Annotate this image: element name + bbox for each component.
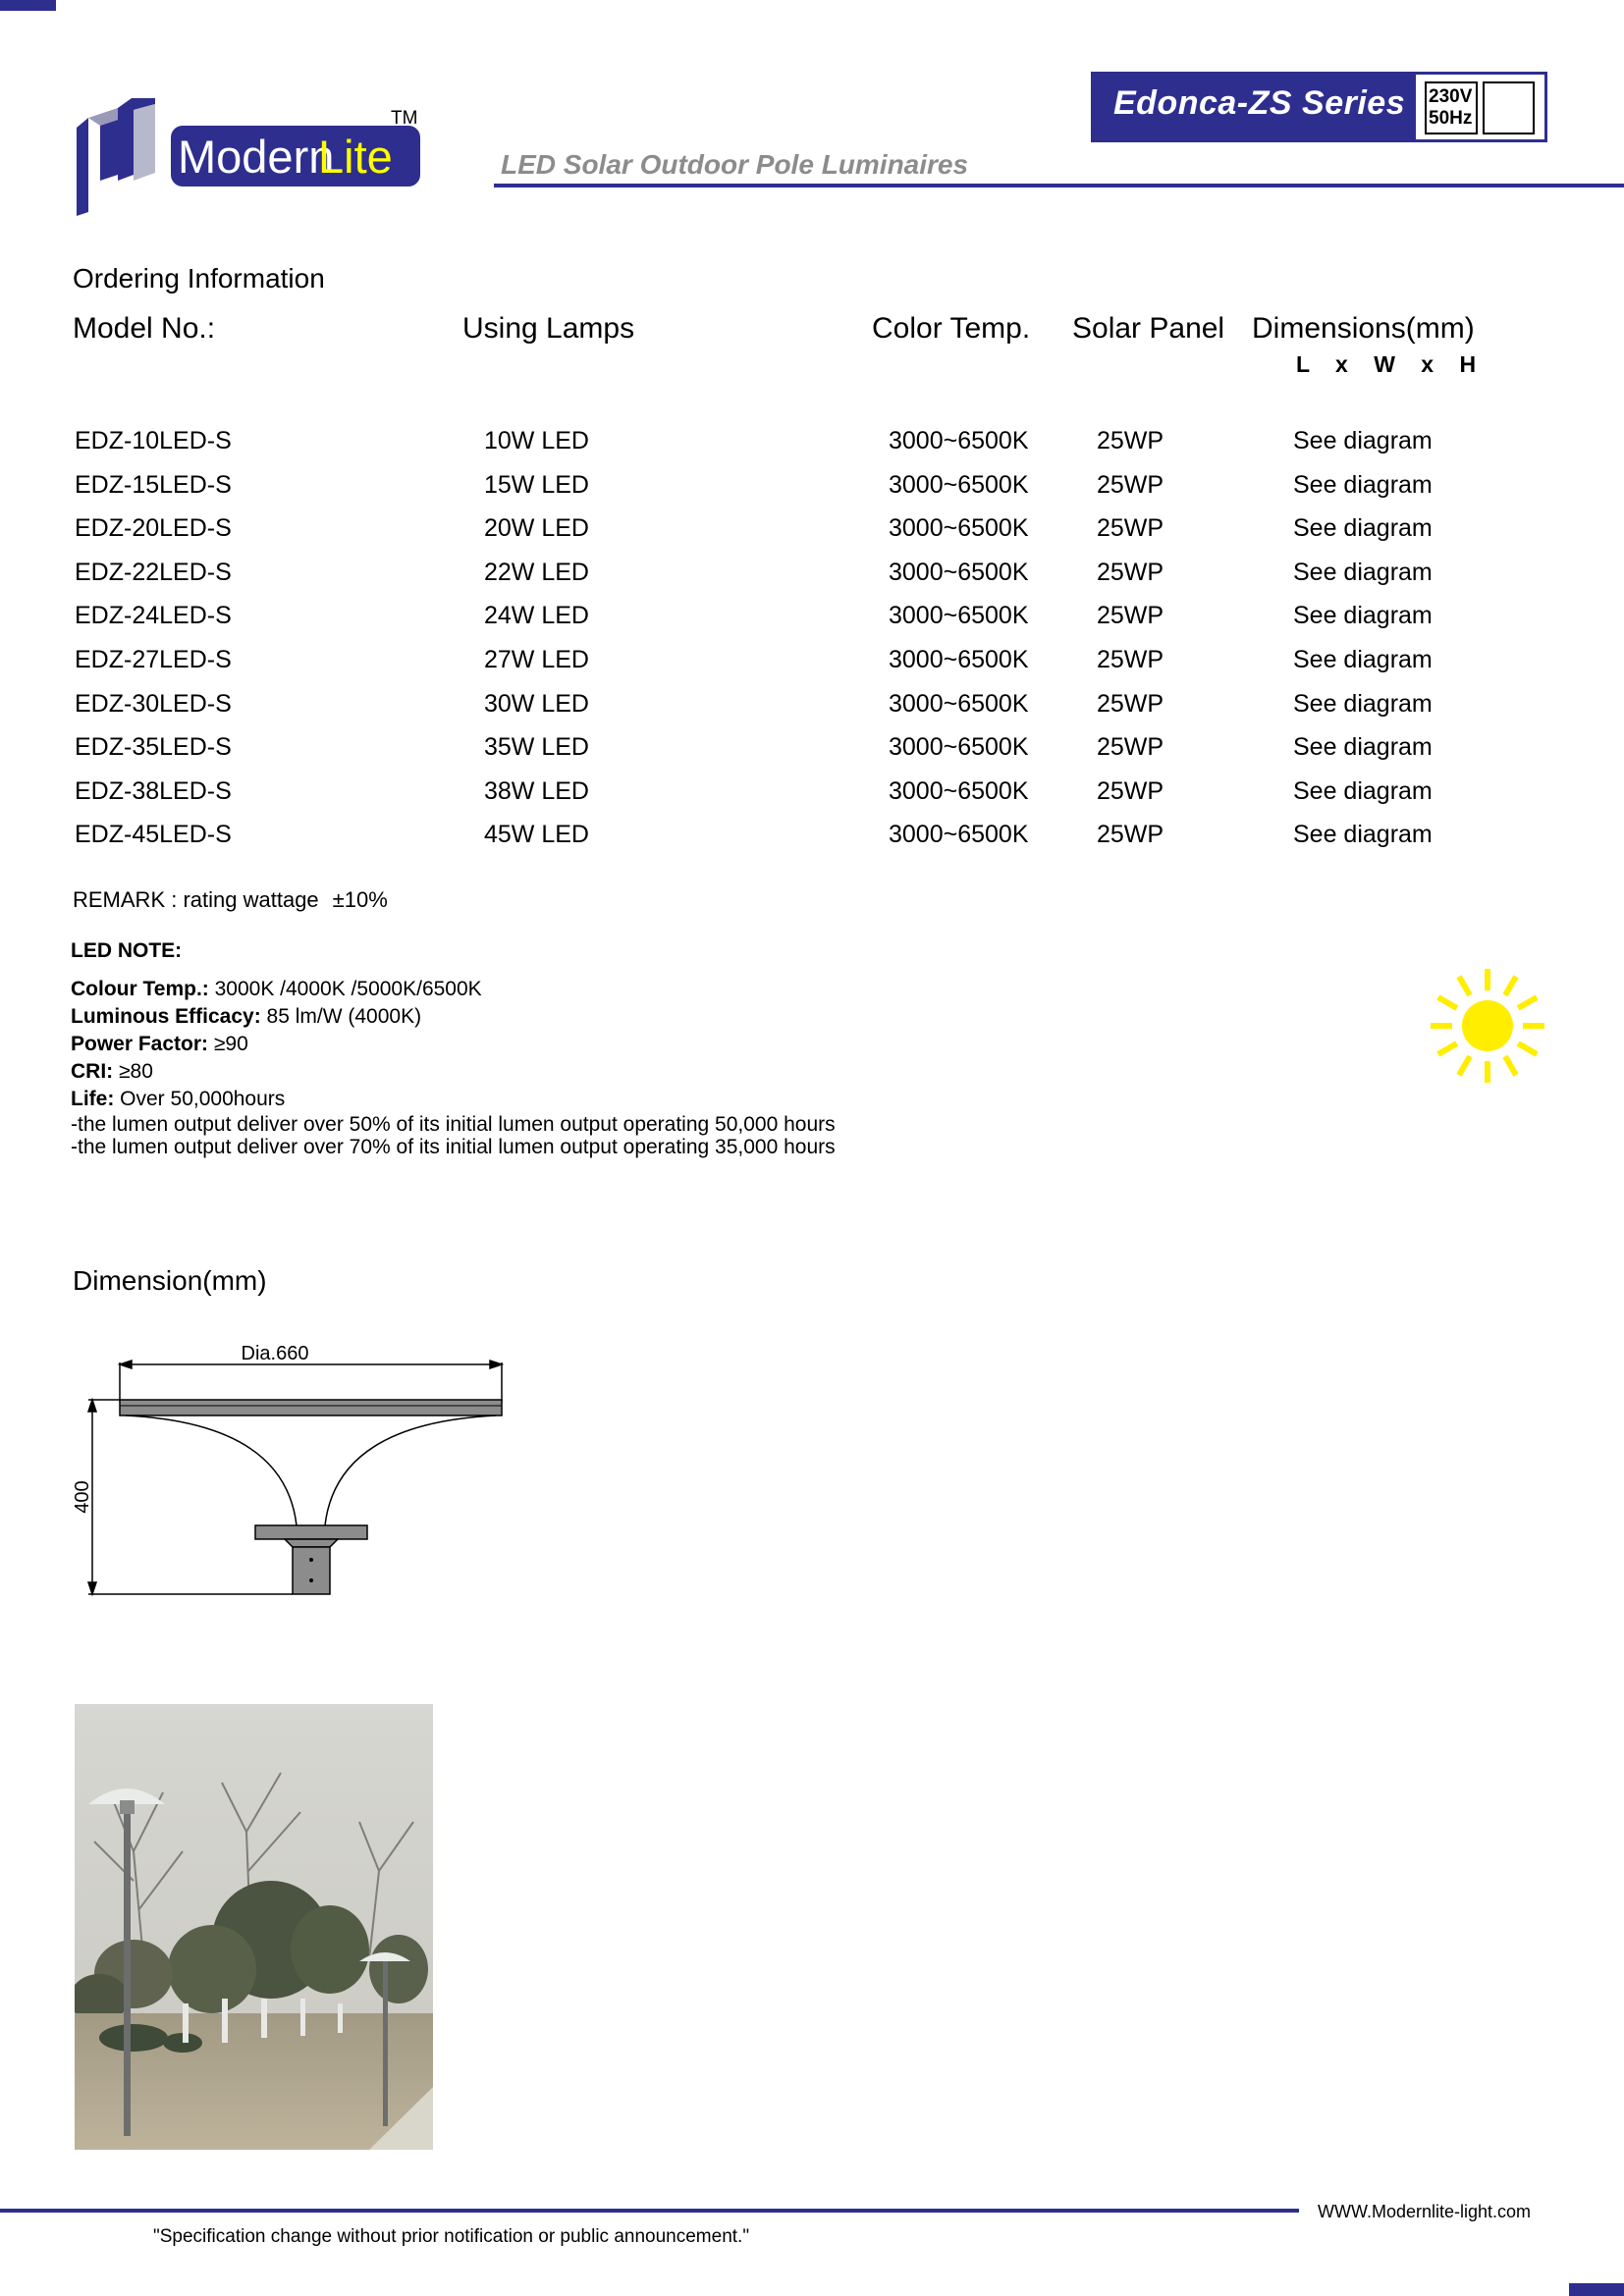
row-dimensions: See diagram — [1293, 689, 1433, 718]
spec-label: Colour Temp.: — [71, 978, 209, 1000]
product-photo — [75, 1704, 433, 2150]
row-solar-panel: 25WP — [1097, 689, 1164, 718]
frequency: 50Hz — [1429, 108, 1473, 129]
col-header-lamps: Using Lamps — [462, 312, 635, 345]
row-lamp: 38W LED — [484, 776, 589, 805]
remark-text: REMARK : rating wattage — [73, 887, 319, 912]
row-color-temp: 3000~6500K — [889, 776, 1029, 805]
row-lamp: 10W LED — [484, 427, 589, 454]
corner-accent-bottom — [1569, 2283, 1624, 2296]
row-solar-panel: 25WP — [1097, 733, 1164, 762]
row-dimensions: See diagram — [1293, 558, 1433, 586]
row-model: EDZ-35LED-S — [75, 733, 232, 762]
col-header-dimensions-sub: L x W x H — [1296, 351, 1487, 377]
row-color-temp: 3000~6500K — [889, 602, 1029, 630]
spec-value: ≥90 — [213, 1033, 248, 1055]
row-solar-panel: 25WP — [1097, 470, 1164, 499]
voltage-box — [1425, 81, 1478, 134]
series-title: Edonca-ZS Series — [1113, 84, 1406, 122]
spec-label: Power Factor: — [71, 1033, 209, 1055]
spec-line — [71, 1086, 836, 1113]
row-solar-panel: 25WP — [1097, 645, 1164, 673]
table-row — [0, 554, 1624, 598]
modernlite-logo — [77, 96, 420, 219]
sun-ray — [1518, 997, 1537, 1008]
row-model: EDZ-10LED-S — [75, 427, 232, 454]
corner-accent-top — [0, 0, 56, 11]
row-color-temp: 3000~6500K — [889, 821, 1029, 849]
empty-box — [1483, 81, 1535, 134]
table-row — [0, 466, 1624, 510]
row-model: EDZ-15LED-S — [75, 470, 232, 499]
voltage: 230V — [1429, 86, 1473, 107]
row-color-temp: 3000~6500K — [889, 733, 1029, 762]
spec-value: Over 50,000hours — [120, 1088, 286, 1110]
row-solar-panel: 25WP — [1097, 776, 1164, 805]
table-row — [0, 641, 1624, 685]
sun-ray — [1438, 997, 1457, 1008]
led-note-title: LED NOTE: — [71, 939, 183, 962]
logo-bar-middle — [100, 120, 118, 181]
row-color-temp: 3000~6500K — [889, 427, 1029, 454]
table-row — [0, 597, 1624, 641]
led-specs — [71, 976, 836, 1158]
row-dimensions: See diagram — [1293, 602, 1433, 630]
row-lamp: 20W LED — [484, 514, 589, 543]
row-dimensions: See diagram — [1293, 776, 1433, 805]
row-model: EDZ-45LED-S — [75, 821, 232, 849]
row-lamp: 27W LED — [484, 645, 589, 673]
row-dimensions: See diagram — [1293, 821, 1433, 849]
row-dimensions: See diagram — [1293, 427, 1433, 454]
spec-label: CRI: — [71, 1060, 114, 1083]
row-color-temp: 3000~6500K — [889, 558, 1029, 586]
table-row — [0, 773, 1624, 817]
logo-text-modern: Modern — [178, 131, 335, 183]
lamp-spigot — [293, 1547, 330, 1594]
table-row — [0, 685, 1624, 729]
sun-icon — [1429, 967, 1546, 1085]
led-note-line: -the lumen output deliver over 70% of its initial lumen output operating 35,000 hours — [71, 1136, 836, 1158]
row-solar-panel: 25WP — [1097, 602, 1164, 630]
row-dimensions: See diagram — [1293, 645, 1433, 673]
spec-label: Life: — [71, 1088, 115, 1110]
remark — [73, 887, 388, 913]
sun-ray — [1459, 977, 1470, 995]
logo-bar-left — [77, 118, 88, 216]
col-header-model: Model No.: — [73, 312, 216, 345]
row-lamp: 35W LED — [484, 733, 589, 762]
row-color-temp: 3000~6500K — [889, 514, 1029, 543]
disclaimer: "Specification change without prior notification or public announcement." — [153, 2226, 750, 2247]
ordering-table — [0, 422, 1624, 860]
dimension-title: Dimension(mm) — [73, 1265, 267, 1296]
row-model: EDZ-24LED-S — [75, 602, 232, 630]
sun-ray — [1518, 1043, 1537, 1054]
sun-ray — [1459, 1056, 1470, 1075]
table-row — [0, 422, 1624, 466]
trademark: TM — [391, 108, 418, 129]
table-row — [0, 728, 1624, 773]
row-dimensions: See diagram — [1293, 733, 1433, 762]
sun-ray — [1438, 1043, 1457, 1054]
spec-line — [71, 1003, 836, 1031]
row-color-temp: 3000~6500K — [889, 470, 1029, 499]
col-header-dimensions: Dimensions(mm) — [1252, 312, 1475, 345]
website-link[interactable]: WWW.Modernlite-light.com — [1318, 2202, 1532, 2221]
col-header-solar: Solar Panel — [1072, 312, 1225, 345]
table-row — [0, 816, 1624, 860]
row-color-temp: 3000~6500K — [889, 645, 1029, 673]
spec-line — [71, 976, 836, 1003]
row-model: EDZ-38LED-S — [75, 776, 232, 805]
lamp-head — [120, 1400, 502, 1415]
row-model: EDZ-20LED-S — [75, 514, 232, 543]
spec-line — [71, 1058, 836, 1086]
row-solar-panel: 25WP — [1097, 558, 1164, 586]
row-lamp: 22W LED — [484, 558, 589, 586]
logo-bar-shade — [134, 104, 155, 181]
spec-value: ≥80 — [119, 1060, 153, 1083]
sun-ray — [1505, 977, 1516, 995]
spec-line — [71, 1031, 836, 1058]
row-model: EDZ-22LED-S — [75, 558, 232, 586]
remark-tolerance: ±10% — [332, 887, 388, 912]
row-solar-panel: 25WP — [1097, 821, 1164, 849]
led-note-line: -the lumen output deliver over 50% of its initial lumen output operating 50,000 hours — [71, 1113, 836, 1136]
page-subtitle: LED Solar Outdoor Pole Luminaires — [501, 149, 969, 180]
ordering-title: Ordering Information — [73, 263, 325, 294]
row-model: EDZ-30LED-S — [75, 689, 232, 718]
row-dimensions: See diagram — [1293, 470, 1433, 499]
row-color-temp: 3000~6500K — [889, 689, 1029, 718]
col-header-color: Color Temp. — [872, 312, 1031, 345]
row-model: EDZ-27LED-S — [75, 645, 232, 673]
row-solar-panel: 25WP — [1097, 514, 1164, 543]
table-row — [0, 509, 1624, 554]
dimension-diagram — [67, 1335, 518, 1600]
spec-value: 85 lm/W (4000K) — [266, 1005, 422, 1028]
spec-label: Luminous Efficacy: — [71, 1005, 261, 1028]
row-lamp: 30W LED — [484, 689, 589, 718]
header-rule — [494, 184, 1624, 187]
lamp-arm-right — [325, 1415, 496, 1525]
lamp-arm-left — [126, 1415, 297, 1525]
logo-text-lite: Lite — [318, 131, 393, 183]
sun-ray — [1505, 1056, 1516, 1075]
row-dimensions: See diagram — [1293, 514, 1433, 543]
row-lamp: 24W LED — [484, 602, 589, 630]
diagram-width-label: Dia.660 — [241, 1343, 309, 1364]
row-lamp: 45W LED — [484, 821, 589, 849]
row-solar-panel: 25WP — [1097, 427, 1164, 454]
spec-value: 3000K /4000K /5000K/6500K — [214, 978, 482, 1000]
lamp-base — [255, 1525, 367, 1539]
footer-rule — [0, 2209, 1299, 2213]
diagram-height-label: 400 — [72, 1480, 93, 1514]
row-lamp: 15W LED — [484, 470, 589, 499]
